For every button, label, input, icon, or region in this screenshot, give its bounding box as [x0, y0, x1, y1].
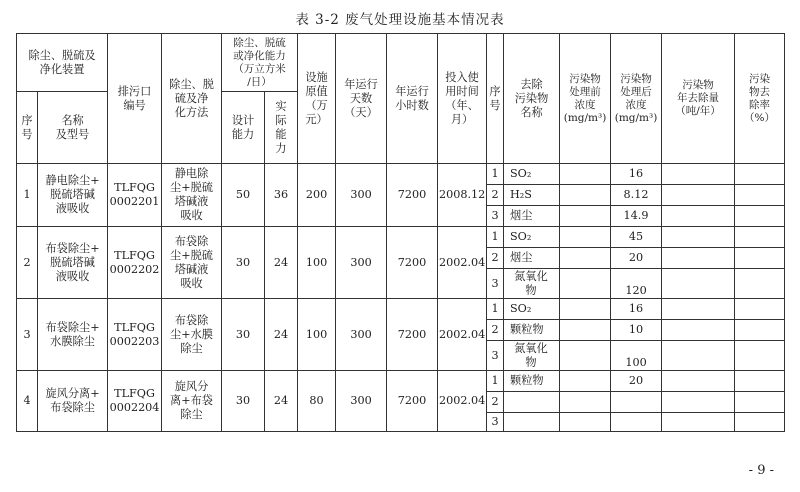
conc-after	[611, 392, 662, 413]
pollutant-name: 烟尘	[504, 248, 560, 269]
conc-after: 120	[611, 269, 662, 299]
exhaust-facility-table	[16, 33, 785, 432]
conc-before	[560, 248, 611, 269]
conc-after: 14.9	[611, 206, 662, 227]
device-name: 静电除尘+ 脱硫塔碱 液吸收	[38, 164, 108, 227]
pollutant-name	[504, 413, 560, 432]
run-days: 300	[336, 227, 387, 299]
actual-capacity: 24	[265, 371, 298, 432]
treatment-method: 旋风分 离+布袋 除尘	[162, 371, 222, 432]
header-pollutant-seq: 序 号	[487, 34, 504, 164]
group-seq: 1	[17, 164, 38, 227]
conc-before	[560, 269, 611, 299]
pollutant-seq: 3	[487, 413, 504, 432]
run-hours: 7200	[387, 164, 438, 227]
removal-rate	[735, 269, 785, 299]
removal-rate	[735, 299, 785, 320]
conc-after: 16	[611, 164, 662, 185]
header-pollutant-name: 去除 污染物 名称	[504, 34, 560, 164]
pollutant-name	[504, 392, 560, 413]
pollutant-name: 颗粒物	[504, 371, 560, 392]
table-title: 表 3-2 废气处理设施基本情况表	[295, 12, 505, 28]
table-row	[17, 227, 785, 248]
removal-amount	[662, 392, 735, 413]
conc-before	[560, 227, 611, 248]
removal-amount	[662, 248, 735, 269]
start-date: 2008.12	[438, 164, 487, 227]
conc-after: 20	[611, 248, 662, 269]
header-removal-amount: 污染物 年去除量 （吨/年）	[662, 34, 735, 164]
page-number: - 9 -	[748, 463, 774, 478]
group-seq: 4	[17, 371, 38, 432]
original-value: 200	[298, 164, 336, 227]
pollutant-seq: 3	[487, 269, 504, 299]
actual-capacity: 36	[265, 164, 298, 227]
outlet-code: TLFQG 0002204	[108, 371, 162, 432]
header-original-value: 设施 原值 （万 元）	[298, 34, 336, 164]
conc-after: 100	[611, 341, 662, 371]
header-hours: 年运行 小时数	[387, 34, 438, 164]
design-capacity: 30	[222, 371, 265, 432]
design-capacity: 30	[222, 227, 265, 299]
design-capacity: 50	[222, 164, 265, 227]
start-date: 2002.04	[438, 371, 487, 432]
start-date: 2002.04	[438, 227, 487, 299]
conc-before	[560, 164, 611, 185]
conc-before	[560, 299, 611, 320]
device-name: 布袋除尘+ 水膜除尘	[38, 299, 108, 371]
header-after: 污染物 处理后 浓度 (mg/m³)	[611, 34, 662, 164]
run-hours: 7200	[387, 227, 438, 299]
removal-amount	[662, 185, 735, 206]
header-removal-rate: 污染 物去 除率 （%）	[735, 34, 785, 164]
pollutant-seq: 3	[487, 206, 504, 227]
conc-before	[560, 341, 611, 371]
table-row	[17, 164, 785, 185]
run-hours: 7200	[387, 299, 438, 371]
table-body	[17, 164, 785, 432]
header-start-date: 投入使 用时间 （年、 月）	[438, 34, 487, 164]
pollutant-name: H₂S	[504, 185, 560, 206]
run-days: 300	[336, 164, 387, 227]
outlet-code: TLFQG 0002201	[108, 164, 162, 227]
pollutant-name: 氮氧化 物	[504, 269, 560, 299]
pollutant-seq: 2	[487, 248, 504, 269]
removal-amount	[662, 269, 735, 299]
removal-rate	[735, 164, 785, 185]
pollutant-seq: 2	[487, 320, 504, 341]
header-days: 年运行 天数 （天）	[336, 34, 387, 164]
removal-amount	[662, 413, 735, 432]
original-value: 100	[298, 299, 336, 371]
pollutant-name: SO₂	[504, 164, 560, 185]
removal-rate	[735, 413, 785, 432]
removal-rate	[735, 227, 785, 248]
conc-before	[560, 392, 611, 413]
conc-before	[560, 320, 611, 341]
header-seq: 序 号	[17, 92, 38, 164]
removal-amount	[662, 227, 735, 248]
header-method: 除尘、脱 硫及净 化方法	[162, 34, 222, 164]
run-hours: 7200	[387, 371, 438, 432]
original-value: 100	[298, 227, 336, 299]
conc-before	[560, 206, 611, 227]
removal-rate	[735, 320, 785, 341]
header-name-model: 名称 及型号	[38, 92, 108, 164]
removal-rate	[735, 371, 785, 392]
pollutant-name: 氮氧化 物	[504, 341, 560, 371]
table-row	[17, 299, 785, 320]
header-before: 污染物 处理前 浓度 (mg/m³)	[560, 34, 611, 164]
outlet-code: TLFQG 0002203	[108, 299, 162, 371]
removal-amount	[662, 371, 735, 392]
pollutant-seq: 2	[487, 185, 504, 206]
original-value: 80	[298, 371, 336, 432]
treatment-method: 静电除 尘+脱硫 塔碱液 吸收	[162, 164, 222, 227]
pollutant-seq: 2	[487, 392, 504, 413]
pollutant-name: 颗粒物	[504, 320, 560, 341]
header-capacity: 除尘、脱硫 或净化能力 （万立方米 /日）	[222, 34, 298, 92]
conc-after: 45	[611, 227, 662, 248]
header-device-group: 除尘、脱硫及 净化装置	[17, 34, 108, 92]
conc-after: 8.12	[611, 185, 662, 206]
conc-after: 20	[611, 371, 662, 392]
header-outlet: 排污口 编号	[108, 34, 162, 164]
group-seq: 2	[17, 227, 38, 299]
conc-after: 16	[611, 299, 662, 320]
run-days: 300	[336, 299, 387, 371]
conc-before	[560, 185, 611, 206]
pollutant-seq: 1	[487, 227, 504, 248]
removal-amount	[662, 341, 735, 371]
run-days: 300	[336, 371, 387, 432]
conc-before	[560, 371, 611, 392]
pollutant-name: SO₂	[504, 299, 560, 320]
design-capacity: 30	[222, 299, 265, 371]
conc-after: 10	[611, 320, 662, 341]
conc-before	[560, 413, 611, 432]
removal-amount	[662, 320, 735, 341]
pollutant-name: 烟尘	[504, 206, 560, 227]
removal-amount	[662, 206, 735, 227]
device-name: 旋风分离+ 布袋除尘	[38, 371, 108, 432]
removal-amount	[662, 164, 735, 185]
removal-rate	[735, 206, 785, 227]
removal-rate	[735, 341, 785, 371]
table-row	[17, 371, 785, 392]
pollutant-seq: 1	[487, 164, 504, 185]
pollutant-name: SO₂	[504, 227, 560, 248]
conc-after	[611, 413, 662, 432]
device-name: 布袋除尘+ 脱硫塔碱 液吸收	[38, 227, 108, 299]
treatment-method: 布袋除 尘+脱硫 塔碱液 吸收	[162, 227, 222, 299]
actual-capacity: 24	[265, 227, 298, 299]
start-date: 2002.04	[438, 299, 487, 371]
outlet-code: TLFQG 0002202	[108, 227, 162, 299]
removal-rate	[735, 185, 785, 206]
removal-rate	[735, 248, 785, 269]
pollutant-seq: 1	[487, 299, 504, 320]
header-design: 设计 能力	[222, 92, 265, 164]
header-actual: 实 际 能 力	[265, 92, 298, 164]
removal-amount	[662, 299, 735, 320]
removal-rate	[735, 392, 785, 413]
group-seq: 3	[17, 299, 38, 371]
actual-capacity: 24	[265, 299, 298, 371]
pollutant-seq: 1	[487, 371, 504, 392]
pollutant-seq: 3	[487, 341, 504, 371]
treatment-method: 布袋除 尘+水膜 除尘	[162, 299, 222, 371]
